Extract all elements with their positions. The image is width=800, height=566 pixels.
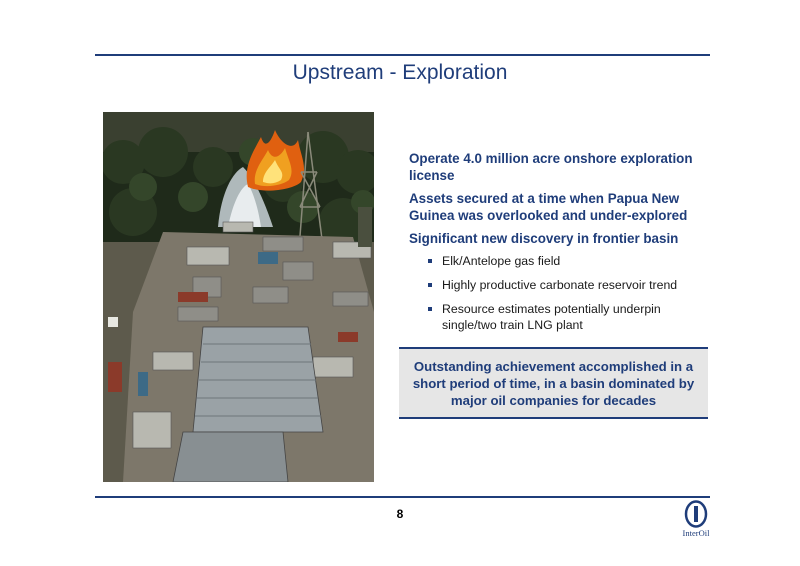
sub-bullet-carbonate bbox=[409, 277, 709, 293]
main-bullet-assets: Assets secured at a time when Papua New Guinea was overlooked and under-explored bbox=[409, 191, 688, 223]
top-divider bbox=[95, 54, 710, 56]
bottom-divider bbox=[95, 496, 710, 498]
logo-mark-icon bbox=[684, 500, 708, 528]
sub-bullet-text: Highly productive carbonate reservoir trend bbox=[442, 278, 678, 292]
bullet-list bbox=[409, 150, 709, 341]
sub-bullet-text: Resource estimates potentially underpin single/two train LNG plant bbox=[442, 302, 661, 332]
slide-title: Upstream - Exploration bbox=[292, 61, 508, 84]
callout-box bbox=[399, 347, 708, 419]
main-bullet-discovery: Significant new discovery in frontier basin bbox=[409, 231, 679, 246]
sub-bullet-elk-antelope bbox=[409, 253, 709, 269]
square-bullet-icon bbox=[428, 307, 432, 311]
callout-text: Outstanding achievement accomplished in a short period of time, in a basin dominated by major oil companies for decades bbox=[412, 358, 695, 408]
main-bullet-license: Operate 4.0 million acre onshore exploration license bbox=[409, 151, 693, 183]
page-number: 8 bbox=[396, 507, 404, 521]
square-bullet-icon bbox=[428, 259, 432, 263]
drilling-site-photo bbox=[103, 112, 374, 482]
square-bullet-icon bbox=[428, 283, 432, 287]
sub-bullet-text: Elk/Antelope gas field bbox=[442, 254, 561, 268]
sub-bullet-list bbox=[409, 253, 709, 333]
sub-bullet-lng bbox=[409, 301, 709, 333]
logo-wordmark: InterOil bbox=[682, 528, 710, 538]
interoil-logo bbox=[676, 500, 716, 542]
